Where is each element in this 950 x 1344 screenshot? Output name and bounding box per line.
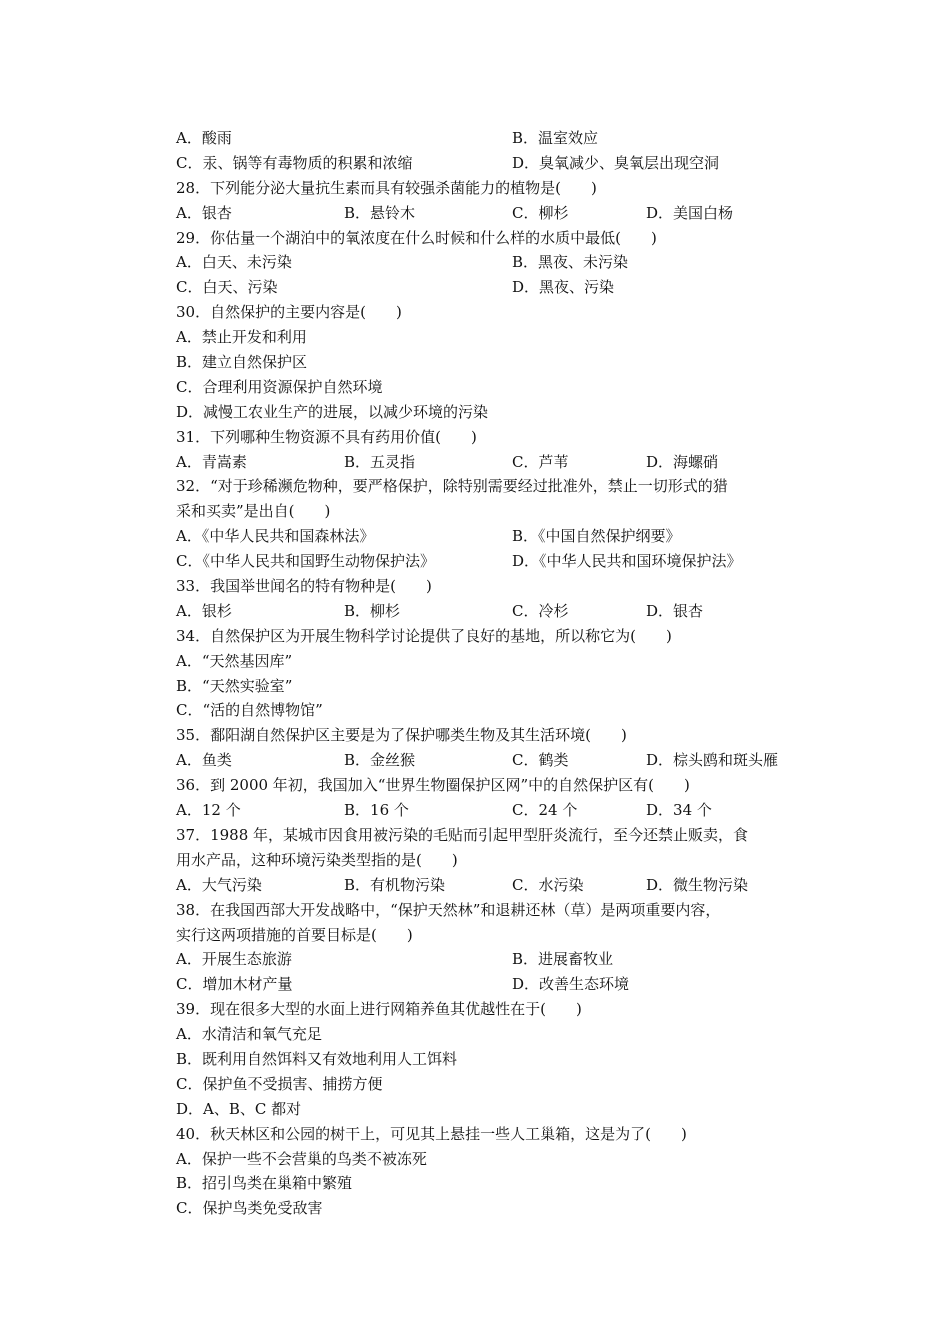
answer-option: A．青嵩素	[176, 452, 247, 471]
answer-option: D．A、B、C 都对	[176, 1099, 302, 1118]
answer-option: B．五灵指	[344, 452, 416, 471]
answer-option-row	[176, 524, 816, 549]
answer-option: A．禁止开发和利用	[176, 328, 307, 347]
answer-option: D．海螺硝	[646, 452, 719, 471]
answer-option: C．《中华人民共和国野生动物保护法》	[176, 552, 435, 571]
answer-option: D．美国白杨	[646, 203, 734, 222]
answer-option: A．银杉	[176, 601, 232, 620]
answer-option: B．悬铃木	[344, 203, 416, 222]
question-stem: 39．现在很多大型的水面上进行网箱养鱼其优越性在于( )	[176, 1000, 582, 1019]
answer-option: B．进展畜牧业	[512, 950, 614, 969]
answer-option: D．34 个	[646, 801, 712, 820]
answer-option: D．《中华人民共和国环境保护法》	[512, 552, 742, 571]
answer-option: A．大气污染	[176, 875, 262, 894]
answer-option: A．酸雨	[176, 129, 232, 147]
answer-option: C．24 个	[512, 801, 578, 820]
answer-option: D．银杏	[646, 601, 704, 620]
question-stem: 37．1988 年，某城市因食用被污染的毛贴而引起甲型肝炎流行，至今还禁止贩卖，食	[176, 825, 749, 844]
question-stem: 34．自然保护区为开展生物科学讨论提供了良好的基地，所以称它为( )	[176, 626, 672, 645]
answer-option: B．《中国自然保护纲要》	[512, 527, 681, 546]
answer-option-row	[176, 275, 816, 300]
answer-option: D．黑夜、污染	[512, 278, 615, 297]
answer-option: B．金丝猴	[344, 751, 416, 770]
answer-option-row	[176, 798, 816, 823]
answer-option: A．白天、未污染	[176, 253, 292, 272]
answer-option: D．微生物污染	[646, 875, 749, 894]
answer-option: C．白天、污染	[176, 278, 278, 297]
answer-option: A．保护一些不会营巢的鸟类不被冻死	[176, 1149, 427, 1168]
answer-option: B．黑夜、未污染	[512, 253, 629, 272]
answer-option-row	[176, 549, 816, 574]
answer-option: B．建立自然保护区	[176, 353, 308, 372]
answer-option: B．招引鸟类在巢箱中繁殖	[176, 1174, 353, 1193]
question-stem: 用水产品，这种环境污染类型指的是( )	[176, 850, 458, 869]
answer-option: B．16 个	[344, 801, 409, 820]
answer-option: D．臭氧减少、臭氧层出现空洞	[512, 153, 720, 172]
answer-option: A．开展生态旅游	[176, 950, 292, 969]
answer-option: B．既利用自然饵料又有效地利用人工饵料	[176, 1049, 458, 1068]
document-page	[176, 126, 816, 1221]
answer-option: C．“活的自然博物馆”	[176, 701, 323, 720]
answer-option-row	[176, 151, 816, 176]
answer-option: C．鹤类	[512, 751, 569, 770]
question-stem: 采和买卖”是出自( )	[176, 502, 331, 521]
answer-option-row	[176, 126, 816, 151]
answer-option-row	[176, 873, 816, 898]
answer-option-row	[176, 201, 816, 226]
answer-option: B．温室效应	[512, 129, 599, 147]
answer-option: A．水清洁和氧气充足	[176, 1025, 322, 1044]
question-stem: 38．在我国西部大开发战略中，“保护天然林”和退耕还林（草）是两项重要内容，	[176, 900, 721, 919]
answer-option: C．柳杉	[512, 203, 569, 222]
answer-option: C．保护鸟类免受敌害	[176, 1199, 323, 1218]
answer-option: C．合理利用资源保护自然环境	[176, 377, 383, 396]
answer-option: A．《中华人民共和国森林法》	[176, 527, 375, 546]
answer-option: D．改善生态环境	[512, 975, 630, 994]
answer-option-row	[176, 250, 816, 275]
answer-option-row	[176, 748, 816, 773]
answer-option: C．芦苇	[512, 452, 569, 471]
answer-option: B．“天然实验室”	[176, 676, 293, 695]
answer-option: B．柳杉	[344, 601, 401, 620]
question-stem: 29．你估量一个湖泊中的氧浓度在什么时候和什么样的水质中最低( )	[176, 228, 657, 247]
answer-option: A．鱼类	[176, 751, 232, 770]
answer-option: C．增加木材产量	[176, 975, 293, 994]
question-stem: 33．我国举世闻名的特有物种是( )	[176, 577, 432, 596]
question-stem: 31．下列哪种生物资源不具有药用价值( )	[176, 427, 477, 446]
question-stem: 36．到 2000 年初，我国加入“世界生物圈保护区网”中的自然保护区有( )	[176, 776, 690, 795]
answer-option: A．银杏	[176, 203, 232, 222]
question-stem: 40．秋天林区和公园的树干上，可见其上悬挂一些人工巢箱，这是为了( )	[176, 1124, 687, 1143]
question-stem: 32．“对于珍稀濒危物种，要严格保护，除特别需要经过批准外，禁止一切形式的猎	[176, 477, 728, 496]
answer-option: A．12 个	[176, 801, 241, 820]
answer-option: B．有机物污染	[344, 875, 446, 894]
answer-option: A．“天然基因库”	[176, 651, 293, 670]
answer-option: D．减慢工农业生产的进展，以减少环境的污染	[176, 402, 489, 421]
answer-option: C．水污染	[512, 875, 584, 894]
answer-option-row	[176, 450, 816, 475]
question-stem: 30．自然保护的主要内容是( )	[176, 303, 402, 322]
answer-option: C．保护鱼不受损害、捕捞方便	[176, 1074, 383, 1093]
question-stem: 28．下列能分泌大量抗生素而具有较强杀菌能力的植物是( )	[176, 178, 597, 197]
question-stem: 35．鄱阳湖自然保护区主要是为了保护哪类生物及其生活环境( )	[176, 726, 627, 745]
question-stem: 实行这两项措施的首要目标是( )	[176, 925, 413, 944]
answer-option-row	[176, 972, 816, 997]
answer-option-row	[176, 599, 816, 624]
answer-option: C．汞、锅等有毒物质的积累和浓缩	[176, 153, 413, 172]
answer-option: C．冷杉	[512, 601, 569, 620]
answer-option-row	[176, 947, 816, 972]
answer-option: D．棕头鸥和斑头雁	[646, 751, 779, 770]
